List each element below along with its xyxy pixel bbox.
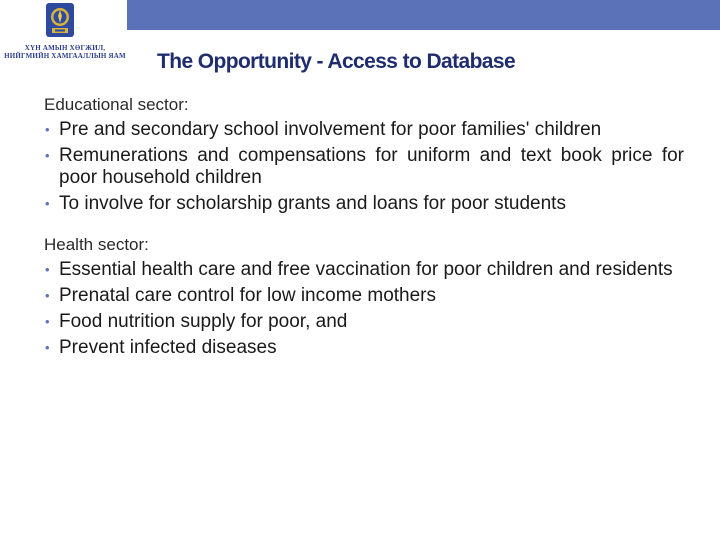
list-item-text: Prenatal care control for low income mothers <box>59 285 436 306</box>
list-item <box>44 311 684 333</box>
education-list <box>44 119 684 215</box>
page-title: The Opportunity - Access to Database <box>157 50 516 73</box>
education-section <box>44 95 684 215</box>
bullet-icon: • <box>45 288 50 303</box>
list-item-text: Essential health care and free vaccination for poor children and residents <box>59 259 673 280</box>
education-heading: Educational sector: <box>44 95 189 114</box>
bullet-icon: • <box>45 262 50 277</box>
list-item-text: Food nutrition supply for poor, and <box>59 311 348 332</box>
ministry-name-line-2: НИЙГМИЙН ХАМГААЛЛЫН ЯАМ <box>4 52 126 60</box>
list-item <box>44 145 684 189</box>
health-section <box>44 235 684 359</box>
mongolia-state-emblem-icon <box>43 2 77 38</box>
list-item-text: To involve for scholarship grants and loans for poor students <box>59 193 566 214</box>
ministry-name <box>4 44 126 60</box>
bullet-icon: • <box>45 148 50 163</box>
list-item <box>44 193 684 215</box>
list-item <box>44 337 684 359</box>
list-item-text: Remunerations and compensations for uniform and text book price for poor household children <box>59 145 684 188</box>
bullet-icon: • <box>45 196 50 211</box>
health-heading: Health sector: <box>44 235 149 254</box>
list-item-text: Pre and secondary school involvement for poor families' children <box>59 119 602 140</box>
bullet-icon: • <box>45 314 50 329</box>
list-item <box>44 285 684 307</box>
bullet-icon: • <box>45 122 50 137</box>
list-item <box>44 259 684 281</box>
bullet-icon: • <box>45 340 50 355</box>
list-item <box>44 119 684 141</box>
slide-content <box>44 95 684 363</box>
ministry-name-line-1: ХҮН АМЫН ХӨГЖИЛ, <box>24 44 106 52</box>
ministry-logo <box>0 0 127 68</box>
health-list <box>44 259 684 359</box>
list-item-text: Prevent infected diseases <box>59 337 277 358</box>
header-bar <box>127 0 720 30</box>
